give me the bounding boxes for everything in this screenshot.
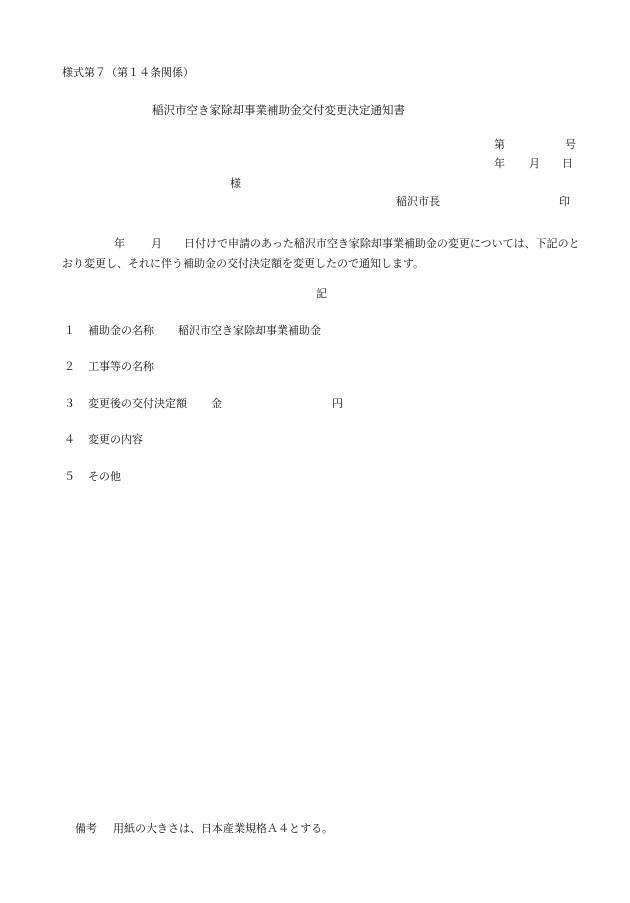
document-title: 稲沢市空き家除却事業補助金交付変更決定通知書 — [152, 103, 405, 117]
body-text: 日付けで申請のあった稲沢市空き家除却事業補助金の変更については、下記のとおり変更し、それに伴う補助金の交付決定額を変更したので通知します。 — [62, 237, 580, 270]
item-subsidy-name — [64, 325, 321, 336]
item-label: その他 — [88, 470, 121, 483]
remarks-text: 用紙の大きさは、日本産業規格Ａ４とする。 — [113, 822, 333, 835]
notice-body — [62, 234, 582, 274]
item-label: 工事等の名称 — [88, 360, 154, 373]
date-month: 月 — [529, 157, 540, 170]
amount-unit: 円 — [332, 397, 343, 410]
date-day: 日 — [562, 157, 573, 170]
item-number: ２ — [64, 360, 75, 373]
item-number: ４ — [64, 433, 75, 446]
item-changed-amount — [64, 398, 343, 409]
amount-prefix: 金 — [211, 397, 222, 410]
date-year: 年 — [494, 157, 505, 170]
item-other — [64, 471, 121, 482]
body-year: 年 — [114, 237, 125, 250]
addressee-honorific: 様 — [230, 177, 241, 190]
item-label: 補助金の名称 — [88, 324, 154, 337]
item-value: 稲沢市空き家除却事業補助金 — [178, 324, 321, 337]
item-label: 変更の内容 — [88, 433, 143, 446]
item-change-details — [64, 434, 143, 445]
item-label: 変更後の交付決定額 — [88, 397, 187, 410]
number-suffix: 号 — [565, 138, 576, 151]
item-number: ５ — [64, 470, 75, 483]
remarks — [75, 823, 333, 834]
item-number: ３ — [64, 397, 75, 410]
number-prefix: 第 — [494, 138, 505, 151]
remarks-label: 備考 — [75, 822, 97, 835]
item-number: １ — [64, 324, 75, 337]
issue-date-line — [494, 158, 573, 169]
form-number: 様式第７（第１４条関係） — [62, 66, 194, 79]
item-work-name — [64, 361, 154, 372]
ki-heading: 記 — [316, 287, 327, 300]
body-month: 月 — [151, 237, 162, 250]
seal-mark: 印 — [559, 195, 570, 208]
document-number-line — [494, 139, 576, 150]
issuer-name: 稲沢市長 — [396, 195, 440, 208]
